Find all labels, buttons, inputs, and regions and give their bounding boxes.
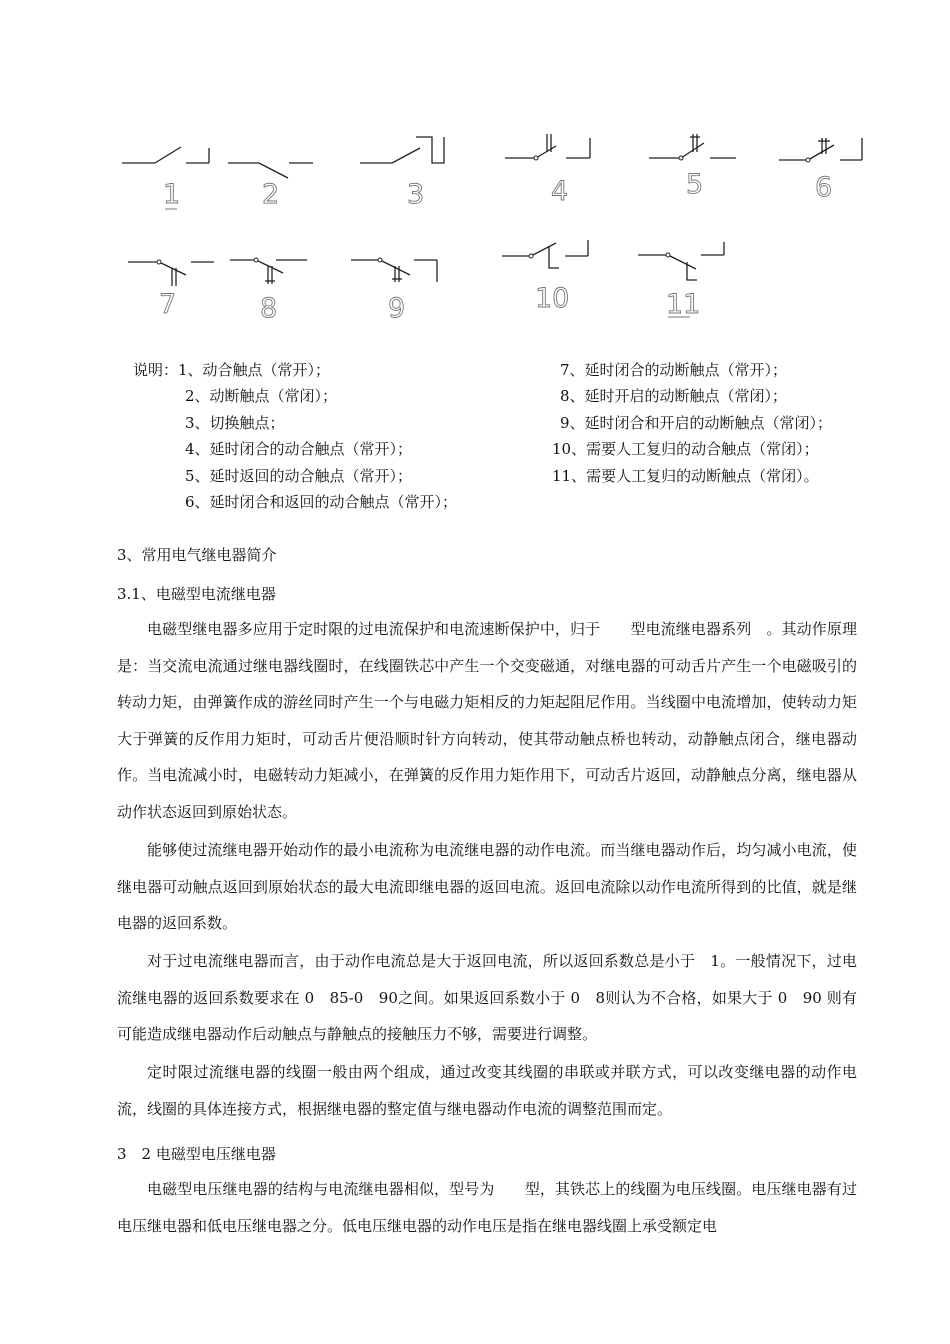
legend-item: 7、延时闭合的动断触点（常开）； <box>560 361 788 379</box>
symbol-10-number: 10 <box>535 283 570 314</box>
legend-item: 5、延时返回的动合触点（常开）； <box>185 466 413 485</box>
legend-item: 11、需要人工复归的动断触点（常闭）。 <box>552 466 819 485</box>
symbol-8-number: 8 <box>260 293 278 324</box>
symbol-7-number: 7 <box>159 289 177 320</box>
legend-item: 8、延时开启的动断触点（常闭）； <box>560 387 788 406</box>
paragraph-return-coefficient: 对于过电流继电器而言，由于动作电流总是大于返回电流，所以返回系数总是小于 1。一般情况下，过电流继电器的返回系数要求在 0 85-0 90之间。如果返回系数小于 0 8则认为不合格，如果大于 0 90 则有可能造成继电器动作后动触点与静触点的接触压力不够，需要进行调整。 <box>117 952 857 1044</box>
legend-item: 6、延时闭合和返回的动合触点（常开）； <box>185 492 458 511</box>
symbol-11-number: 11 <box>666 289 701 320</box>
legend-item: 4、延时闭合的动合触点（常开）； <box>185 440 413 459</box>
legend-item: 9、延时闭合和开启的动断触点（常闭）； <box>560 413 833 432</box>
symbol-4-number: 4 <box>551 176 569 207</box>
section-heading-3-2: 3 2 电磁型电压继电器 <box>117 1145 276 1163</box>
section-heading-3: 3、常用电气继电器简介 <box>117 546 277 564</box>
paragraph-current-relay-principle: 电磁型继电器多应用于定时限的过电流保护和电流速断保护中，归于 型电流继电器系列 。其动作原理是：当交流电流通过继电器线圈时，在线圈铁芯中产生一个交变磁通，对继电器的可动舌片产生一个电磁吸引的转动力矩，由弹簧作成的游丝同时产生一个与电磁力矩相反的力矩起阻尼作用。当线圈中电流增加，使转动力矩大于弹簧的反作用力矩时，可动舌片便沿顺时针方向转动，使其带动触点桥也转动，动静触点闭合，继电器动作。当电流减小时，电磁转动力矩减小，在弹簧的反作用力矩作用下，可动舌片返回，动静触点分离，继电器从动作状态返回到原始状态。 <box>117 620 857 821</box>
legend-item: 说明：1、动合触点（常开）； <box>133 361 331 379</box>
symbol-2-number: 2 <box>262 179 280 210</box>
legend-item: 3、切换触点； <box>185 413 285 432</box>
symbol-3-number: 3 <box>407 179 425 210</box>
document-body <box>117 0 857 1344</box>
section-heading-3-1: 3.1、电磁型电流继电器 <box>117 585 276 603</box>
paragraph-voltage-relay: 电磁型电压继电器的结构与电流继电器相似，型号为 型，其铁芯上的线圈为电压线圈。电压继电器有过电压继电器和低电压继电器之分。低电压继电器的动作电压是指在继电器线圈上承受额定电 <box>117 1180 857 1235</box>
symbol-9-number: 9 <box>388 293 406 324</box>
paragraph-operating-current: 能够使过流继电器开始动作的最小电流称为电流继电器的动作电流。而当继电器动作后，均匀减小电流，使继电器可动触点返回到原始状态的最大电流即继电器的返回电流。返回电流除以动作电流所得到的比值，就是继电器的返回系数。 <box>117 841 857 933</box>
symbol-6-number: 6 <box>815 172 833 203</box>
symbol-5-number: 5 <box>686 169 704 200</box>
paragraph-coil-connection: 定时限过流继电器的线圈一般由两个组成，通过改变其线圈的串联或并联方式，可以改变继电器的动作电流，线圈的具体连接方式，根据继电器的整定值与继电器动作电流的调整范围而定。 <box>117 1063 857 1118</box>
symbol-1-number: 1 <box>163 179 181 210</box>
legend-item: 2、动断触点（常闭）； <box>185 387 338 406</box>
legend-item: 10、需要人工复归的动合触点（常闭）； <box>552 440 819 459</box>
